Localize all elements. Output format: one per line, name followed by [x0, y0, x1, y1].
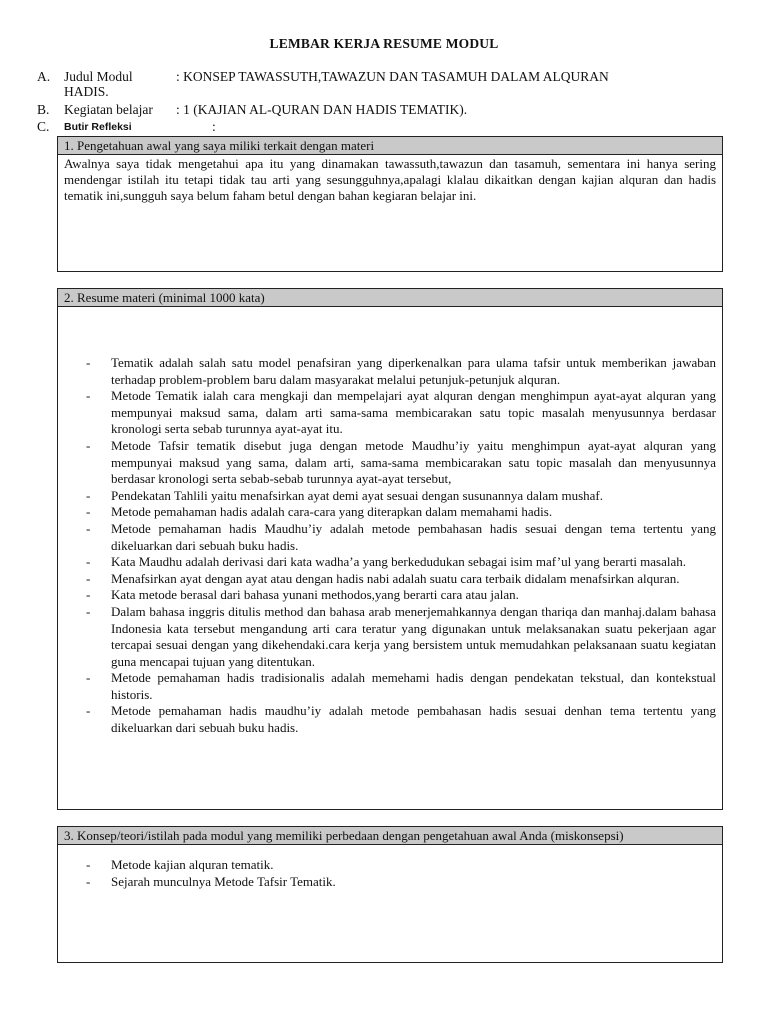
dash-bullet: -	[86, 355, 91, 370]
list-item-text: Dalam bahasa inggris ditulis method dan bahasa arab menerjemahkannya dengan thariqa dan manhaj.dalam bahasa Indonesia kata tersebut mengandung arti cara teratur yang digunakan untuk melaksanakan suatu pekerjaan agar tercapai sesuai dengan yang dikehendaki.cara kerja yang bersistem untuk memudahkan pelaksanaan suatu kegiatan guna mencapai tujuan yang ditentukan.	[111, 603, 716, 669]
list-item	[58, 388, 722, 438]
dash-bullet: -	[86, 603, 91, 619]
list-item	[58, 670, 722, 703]
dash-bullet: -	[86, 437, 91, 453]
list-item	[58, 604, 722, 670]
list-item-text: Metode Tematik ialah cara mengkaji dan mempelajari ayat alquran dengan menghimpun ayat-ayat alquran yang mempunyai maksud sama, dalam arti sama-sama membicarakan satu topic masalah menyusunnya berdasar kronologi serta sebab turunnya ayat-ayat itu.	[111, 388, 716, 437]
list-item-text: Pendekatan Tahlili yaitu menafsirkan ayat demi ayat sesuai dengan susunannya dalam mushaf.	[111, 487, 603, 503]
dash-bullet: -	[86, 570, 91, 586]
meta-value: :	[212, 119, 216, 134]
dash-bullet: -	[86, 554, 91, 570]
meta-letter: B.	[37, 102, 50, 117]
meta-row-judul-modul	[37, 69, 737, 101]
meta-value: : 1 (KAJIAN AL-QURAN DAN HADIS TEMATIK).	[176, 102, 468, 117]
dash-bullet: -	[86, 504, 91, 520]
section-resume-materi	[57, 288, 723, 810]
list-item-text: Tematik adalah salah satu model penafsiran yang diperkenalkan para ulama tafsir untuk memberikan jawaban terhadap problem-problem baru dalam masyarakat melalui petunjuk-petunjuk alquran.	[111, 355, 716, 387]
dash-bullet: -	[86, 388, 91, 404]
list-item	[58, 874, 722, 891]
meta-label: Kegiatan belajar	[64, 102, 153, 117]
section-text: Awalnya saya tidak mengetahui apa itu yang dinamakan tawassuth,tawazun dan tasamuh, sementara ini hanya sering mendengar istilah itu tetapi tidak tau arti yang sesungguhnya,apalagi klalau dikaitkan dengan kajian alquran dan hadis tematik ini,sungguh saya belum faham betul dengan bahan kegiaran belajar ini.	[64, 156, 716, 203]
meta-letter: A.	[37, 69, 51, 84]
list-item-text: Metode pemahaman hadis Maudhu’iy adalah metode pembahasan hadis sesuai dengan tema tertentu yang dikeluarkan dari sebuah buku hadis.	[111, 520, 716, 553]
list-item-text: Metode pemahaman hadis adalah cara-cara yang diterapkan dalam memahami hadis.	[111, 504, 553, 520]
section-header: 2. Resume materi (minimal 1000 kata)	[58, 289, 722, 307]
list-item-text: Metode pemahaman hadis maudhu’iy adalah metode pembahasan hadis sesuai denhan tema tertentu yang dikeluarkan dari sebuah buku hadis.	[111, 703, 716, 736]
list-item	[58, 554, 722, 571]
meta-value: : KONSEP TAWASSUTH,TAWAZUN DAN TASAMUH DALAM ALQURAN	[176, 69, 609, 84]
dash-bullet: -	[86, 520, 91, 536]
section-header: 3. Konsep/teori/istilah pada modul yang memiliki perbedaan dengan pengetahuan awal Anda (miskonsepsi)	[58, 827, 722, 845]
list-item	[58, 571, 722, 588]
list-item	[58, 355, 722, 388]
list-item	[58, 587, 722, 604]
list-item	[58, 438, 722, 488]
document-title: LEMBAR KERJA RESUME MODUL	[269, 36, 499, 51]
section-header: 1. Pengetahuan awal yang saya miliki terkait dengan materi	[58, 137, 722, 155]
misconception-list	[58, 857, 722, 890]
dash-bullet: -	[86, 873, 91, 889]
section-miskonsepsi	[57, 826, 723, 963]
dash-bullet: -	[86, 487, 91, 503]
list-item-text: Kata metode berasal dari bahasa yunani methodos,yang berarti cara atau jalan.	[111, 587, 519, 603]
list-item-text: Metode kajian alquran tematik.	[111, 857, 274, 872]
list-item	[58, 857, 722, 874]
list-item-text: Sejarah munculnya Metode Tafsir Tematik.	[111, 873, 336, 889]
list-item	[58, 521, 722, 554]
list-item	[58, 703, 722, 736]
list-item-text: Metode pemahaman hadis tradisionalis adalah memehami hadis dengan pendekatan tekstual, dan kontekstual historis.	[111, 670, 716, 702]
dash-bullet: -	[86, 703, 91, 719]
list-item-text: Metode Tafsir tematik disebut juga dengan metode Maudhu’iy yaitu menghimpun ayat-ayat alquran yang mempunyai maksud yang sama, dalam arti, sama-sama membicarakan satu topic masalah dan menyusunnya berdasar kronologi serta sebab-sebab turunnya ayat-ayat tersebut,	[111, 437, 716, 487]
list-item-text: Menafsirkan ayat dengan ayat atau dengan hadis nabi adalah suatu cara terbaik didalam menafsirkan alquran.	[111, 570, 680, 586]
resume-list	[58, 355, 722, 737]
dash-bullet: -	[86, 670, 91, 686]
meta-row-butir-refleksi	[37, 119, 737, 135]
list-item	[58, 504, 722, 521]
dash-bullet: -	[86, 857, 91, 872]
meta-value-continued: HADIS.	[64, 84, 109, 99]
dash-bullet: -	[86, 587, 91, 603]
meta-letter: C.	[37, 119, 50, 134]
meta-label: Judul Modul	[64, 69, 133, 84]
list-item-text: Kata Maudhu adalah derivasi dari kata wadha’a yang berkedudukan sebagai isim maf’ul yang berarti masalah.	[111, 554, 687, 570]
list-item	[58, 488, 722, 505]
meta-label: Butir Refleksi	[64, 121, 132, 133]
meta-row-kegiatan-belajar	[37, 102, 737, 118]
section-pengetahuan-awal	[57, 136, 723, 272]
